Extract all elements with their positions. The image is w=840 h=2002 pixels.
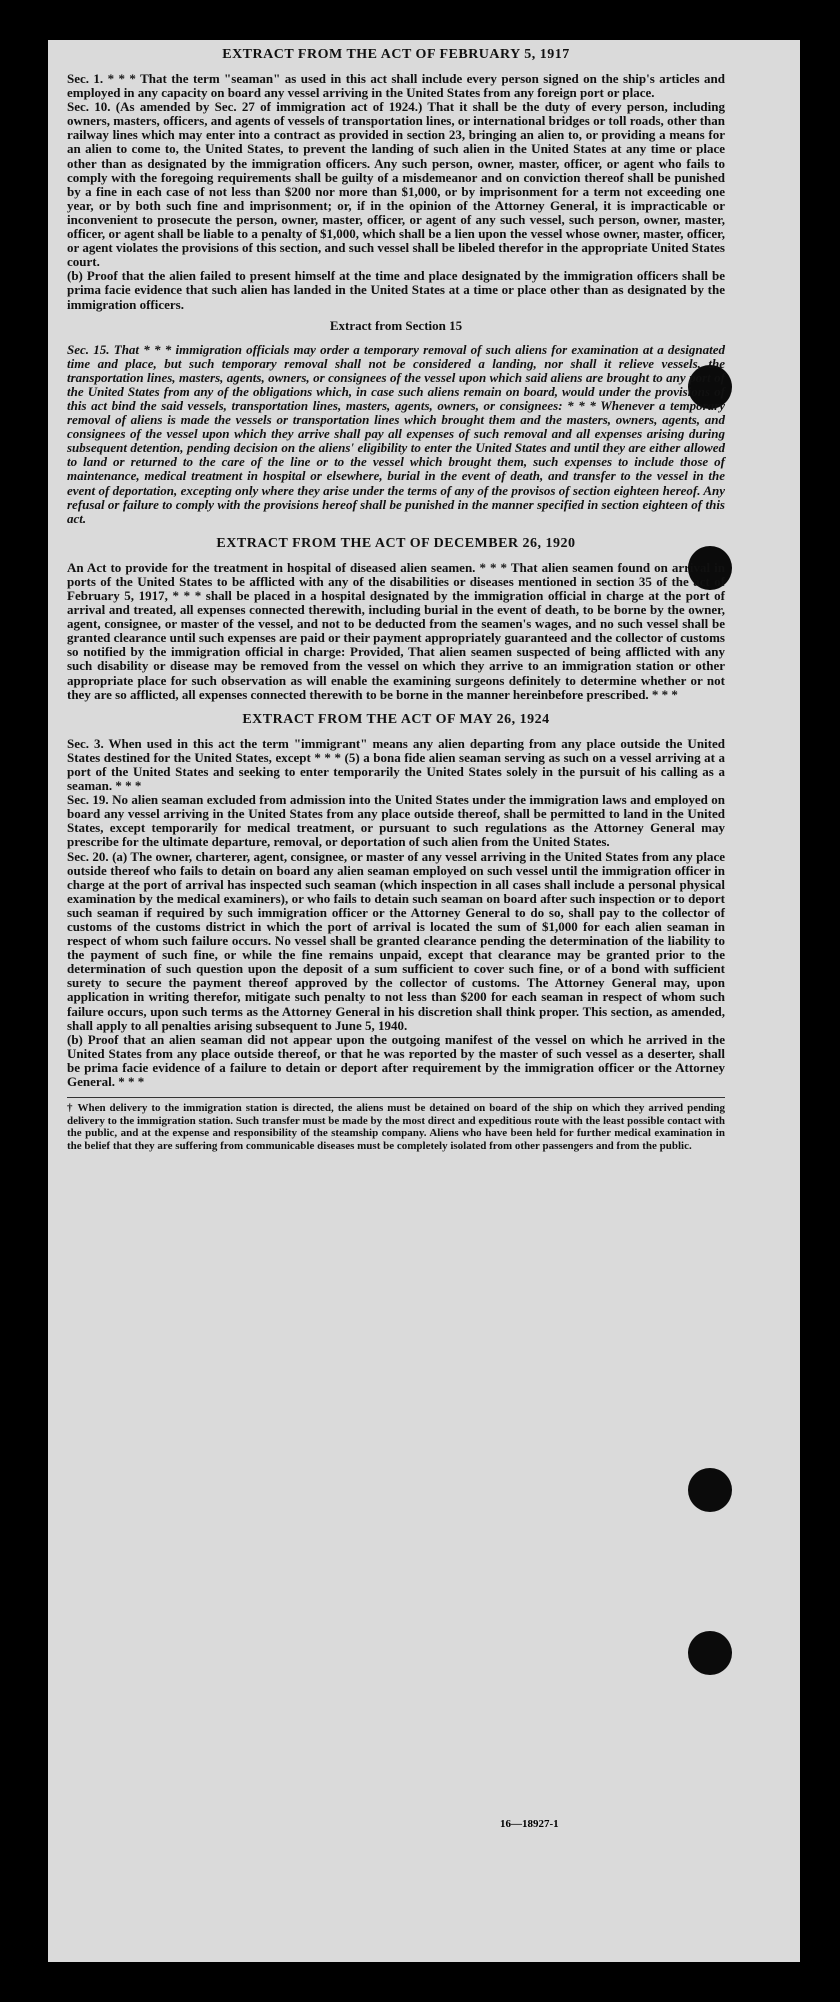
paragraph: (b) Proof that the alien failed to present himself at the time and place designated by the immigration officers shall be prima facie evidence that such alien has landed in the United States at a time or place other than as designated by the immigration officers. (67, 268, 725, 312)
footnote: † When delivery to the immigration station is directed, the aliens must be detained on board of the ship on which they arrived pending delivery to the immigration station. Such transfer must be made by the most direct and expeditious route with the least possible contact with the public, and at the expense and responsibility of the steamship company. Aliens who have been held for further medical examination in the belief that they are suffering from communicable diseases must be completely isolated from other passengers and from the public. (67, 1102, 725, 1152)
paragraph: Sec. 20. (a) The owner, charterer, agent, consignee, or master of any vessel arriving in the United States from any place outside thereof who fails to detain on board any alien seaman employed on such vessel until the immigration officer in charge at the port of arrival has inspected such seaman (which inspection in all cases shall include a personal physical examination by the medical examiners), or who fails to detain such seaman on board after such inspection or to deport such seaman if required by such immigration officer or the Attorney General to do so, shall pay to the collector of customs of the customs district in which the port of arrival is located the sum of $1,000 for each alien seaman in respect of whom such failure occurs. No vessel shall be granted clearance pending the determination of the liability to the payment of such fine, or while the fine remains unpaid, except that clearance may be granted prior to the determination of such question upon the deposit of a sum sufficient to cover such fine, or of a bond with sufficient surety to secure the payment thereof approved by the collector of customs. The Attorney General may, upon application in writing therefor, mitigate such penalty to not less than $200 for each seaman in respect of whom such failure occurs, upon such terms as the Attorney General in his discretion shall think proper. This section, as amended, shall apply to all penalties arising subsequent to June 5, 1940. (67, 848, 725, 1033)
section-heading: EXTRACT FROM THE ACT OF MAY 26, 1924 (242, 711, 550, 727)
punch-hole (688, 1468, 732, 1512)
paragraph: (b) Proof that an alien seaman did not appear upon the outgoing manifest of the vessel on which he arrived in the United States from any place outside thereof, or that he was reported by the master of such vessel as a deserter, shall be prima facie evidence of a failure to detain or deport after requirement by the immigration officer or the Attorney General. * * * (67, 1031, 725, 1089)
document-body (67, 46, 725, 1152)
paragraph: An Act to provide for the treatment in hospital of diseased alien seamen. * * * That alien seamen found on arrival in ports of the United States to be afflicted with any of the disabilities or diseases mentioned in section 35 of the act of February 5, 1917, * * * shall be placed in a hospital designated by the immigration official in charge at the port of arrival and treated, all expenses connected therewith, including burial in the event of death, to be borne by the owner, agent, consignee, or master of the vessel, and not to be deducted from the seamen's wages, and no such vessel shall be granted clearance until such expenses are paid or their payment appropriately guaranteed and the collector of customs so notified by the immigration official in charge: Provided, That alien seamen suspected of being afflicted with any such disability or disease may be removed from the vessel on which they arrive to an immigration station or other appropriate place for such observation as will enable the examining surgeons definitely to determine whether or not they are so afflicted, all expenses connected therewith to be borne in the manner hereinbefore prescribed. * * * (67, 559, 725, 702)
section-heading: EXTRACT FROM THE ACT OF DECEMBER 26, 1920 (216, 535, 576, 551)
section-subheading: Extract from Section 15 (329, 317, 463, 333)
paragraph: Sec. 1. * * * That the term "seaman" as used in this act shall include every person signed on the ship's articles and employed in any capacity on board any vessel arriving in the United States from any foreign port or place. (67, 71, 725, 101)
divider (67, 1097, 725, 1098)
paragraph: Sec. 19. No alien seaman excluded from admission into the United States under the immigration laws and employed on board any vessel arriving in the United States from any place outside thereof, shall be permitted to land in the United States, except temporarily for medical treatment, or pursuant to such regulations as the Attorney General may prescribe for the ultimate departure, removal, or deportation of such alien from the United States. (67, 792, 725, 850)
section-heading: EXTRACT FROM THE ACT OF FEBRUARY 5, 1917 (222, 47, 570, 62)
punch-hole (688, 1631, 732, 1675)
paragraph: Sec. 3. When used in this act the term "immigrant" means any alien departing from any place outside the United States destined for the United States, except * * * (5) a bona fide alien seaman serving as such on a vessel arriving at a port of the United States and seeking to enter temporarily the United States solely in the pursuit of his calling as a seaman. * * * (67, 735, 725, 794)
form-number: 16—18927-1 (500, 1818, 559, 1830)
paragraph: Sec. 10. (As amended by Sec. 27 of immigration act of 1924.) That it shall be the duty of every person, including owners, masters, officers, and agents of vessels of transportation lines, or international bridges or toll roads, other than railway lines which may enter into a contract as provided in section 23, bringing an alien to, or providing a means for an alien to come to, the United States, to prevent the landing of such alien in the United States at any time or place other than as designated by the immigration officers. Any such person, owner, master, officer, or agent who fails to comply with the foregoing requirements shall be guilty of a misdemeanor and on conviction thereof shall be punished by a fine in each case of not less than $200 nor more than $1,000, or by imprisonment for a term not exceeding one year, or by both such fine and imprisonment; or, if in the opinion of the Attorney General, it is impracticable or inconvenient to prosecute the person, owner, master, officer, or agent of any such vessel, such person, owner, master, officer, or agent shall be liable to a penalty of $1,000, which shall be a lien upon the vessel whose owner, master, officer, or agent violates the provisions of this section, and such vessel shall be libeled therefor in the appropriate United States court. (67, 99, 725, 270)
paragraph: Sec. 15. That * * * immigration officials may order a temporary removal of such aliens for examination at a designated time and place, but such temporary removal shall not be considered a landing, nor shall it relieve vessels, the transportation lines, masters, agents, owners, or consignees of the vessel upon which said aliens are brought to any port of the United States from any of the obligations which, in case such aliens remain on board, would under the provisions of this act bind the said vessels, transportation lines, masters, agents, owners, or consignees: * * * Whenever a temporary removal of aliens is made the vessels or transportation lines which brought them and the masters, owners, agents, and consignees of the vessel upon which they arrive shall pay all expenses of such removal and all expenses arising during subsequent detention, pending decision on the aliens' eligibility to enter the United States and until they are either allowed to land or returned to the care of the line or to the vessel which brought them, such expenses to include those of maintenance, medical treatment in hospital or elsewhere, burial in the event of death, and transfer to the vessel in the event of deportation, excepting only where they arise under the terms of any of the provisos of section eighteen hereof. Any refusal or failure to comply with the provisions hereof shall be punished in the manner specified in section eighteen of this act. (67, 341, 725, 526)
